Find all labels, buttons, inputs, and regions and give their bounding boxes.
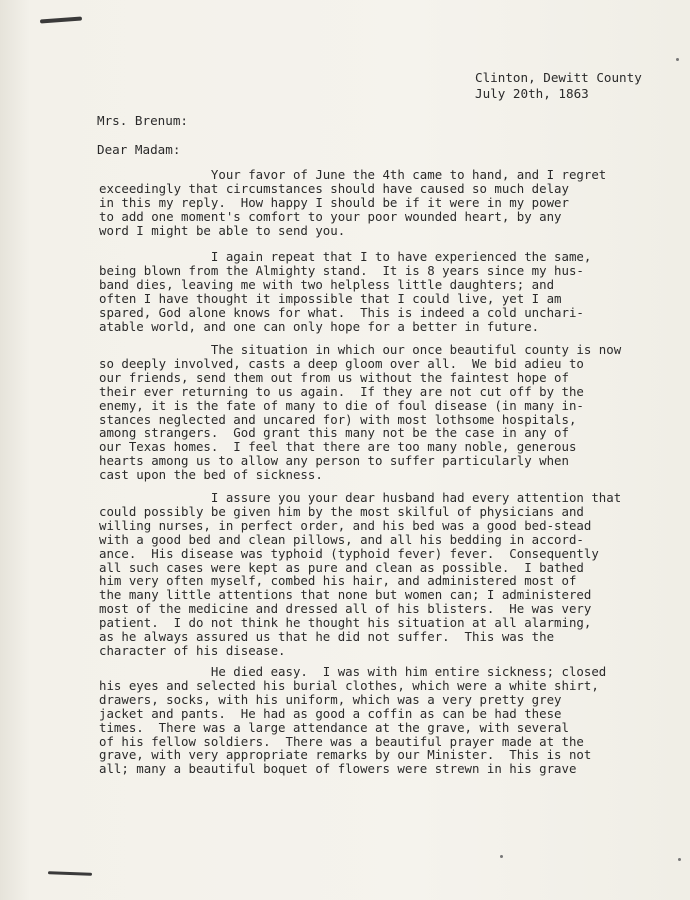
text-line: The situation in which our once beautiful county is now (99, 342, 622, 357)
punch-mark-bottom (48, 871, 92, 876)
text-line: willing nurses, in perfect order, and his bed was a good bed-stead (99, 517, 592, 533)
text-line: him very often myself, combed his hair, and administered most of (99, 573, 577, 589)
text-line: often I have thought it impossible that I could live, yet I am (99, 290, 562, 306)
punch-mark-top (40, 17, 82, 24)
text-line: jacket and pants. He had as good a coffin as can be had these (99, 705, 562, 721)
text-line: grave, with very appropriate remarks by our Minister. This is not (99, 747, 592, 763)
recipient-line: Mrs. Brenum: (97, 113, 188, 128)
text-line: enemy, it is the fate of many to die of foul disease (in many in- (99, 397, 584, 413)
paragraph-2 (99, 250, 659, 333)
text-line: band dies, leaving me with two helpless little daughters; and (99, 276, 555, 292)
text-line: He died easy. I was with him entire sickness; closed (99, 664, 607, 679)
text-line: so deeply involved, casts a deep gloom over all. We bid adieu to (99, 355, 584, 371)
text-line: could possibly be given him by the most skilful of physicians and (99, 503, 584, 519)
text-line: most of the medicine and dressed all of his blisters. He was very (99, 601, 592, 617)
paragraph-4 (99, 491, 659, 658)
text-line: Your favor of June the 4th came to hand, and I regret (99, 167, 607, 182)
text-line: among strangers. God grant this many not be the case in any of (99, 425, 569, 441)
text-line: exceedingly that circumstances should have caused so much delay (99, 180, 569, 196)
text-line: being blown from the Almighty stand. It is 8 years since my hus- (99, 262, 584, 278)
text-line: stances neglected and uncared for) with most lothsome hospitals, (99, 411, 577, 427)
text-line: I again repeat that I to have experienced the same, (99, 249, 592, 264)
text-line: their ever returning to us again. If they are not cut off by the (99, 383, 584, 399)
text-line: all; many a beautiful boquet of flowers were strewn in his grave (99, 761, 577, 777)
letter-heading (475, 70, 642, 102)
text-line: all such cases were kept as pure and clean as possible. I bathed (99, 559, 584, 575)
text-line: drawers, socks, with his uniform, which was a very pretty grey (99, 691, 562, 707)
text-line: of his fellow soldiers. There was a beautiful prayer made at the (99, 733, 584, 749)
text-line: with a good bed and clean pillows, and all his bedding in accord- (99, 531, 584, 547)
text-line: cast upon the bed of sickness. (99, 467, 323, 483)
text-line: our friends, send them out from us without the faintest hope of (99, 369, 569, 385)
paragraph-1 (99, 168, 659, 238)
paragraph-5 (99, 665, 659, 776)
paper-speck (676, 58, 679, 61)
text-line: I assure you your dear husband had every attention that (99, 490, 622, 505)
text-line: in this my reply. How happy I should be if it were in my power (99, 194, 569, 210)
text-line: hearts among us to allow any person to suffer particularly when (99, 453, 569, 469)
text-line: ance. His disease was typhoid (typhoid fever) fever. Consequently (99, 545, 599, 561)
letter-date: July 20th, 1863 (475, 86, 589, 101)
text-line: atable world, and one can only hope for a better in future. (99, 318, 540, 334)
text-line: our Texas homes. I feel that there are too many noble, generous (99, 439, 577, 455)
greeting-line: Dear Madam: (97, 142, 181, 157)
letter-place: Clinton, Dewitt County (475, 70, 642, 85)
text-line: spared, God alone knows for what. This is indeed a cold unchari- (99, 304, 584, 320)
text-line: patient. I do not think he thought his situation at all alarming, (99, 615, 592, 631)
paper-speck (500, 855, 503, 858)
text-line: to add one moment's comfort to your poor wounded heart, by any (99, 208, 562, 224)
text-line: his eyes and selected his burial clothes, which were a white shirt, (99, 677, 599, 693)
paragraph-3 (99, 343, 659, 482)
paper-speck (678, 858, 681, 861)
text-line: as he always assured us that he did not suffer. This was the (99, 629, 555, 645)
text-line: character of his disease. (99, 642, 286, 658)
text-line: word I might be able to send you. (99, 222, 346, 238)
text-line: times. There was a large attendance at the grave, with several (99, 719, 569, 735)
text-line: the many little attentions that none but women can; I administered (99, 587, 592, 603)
